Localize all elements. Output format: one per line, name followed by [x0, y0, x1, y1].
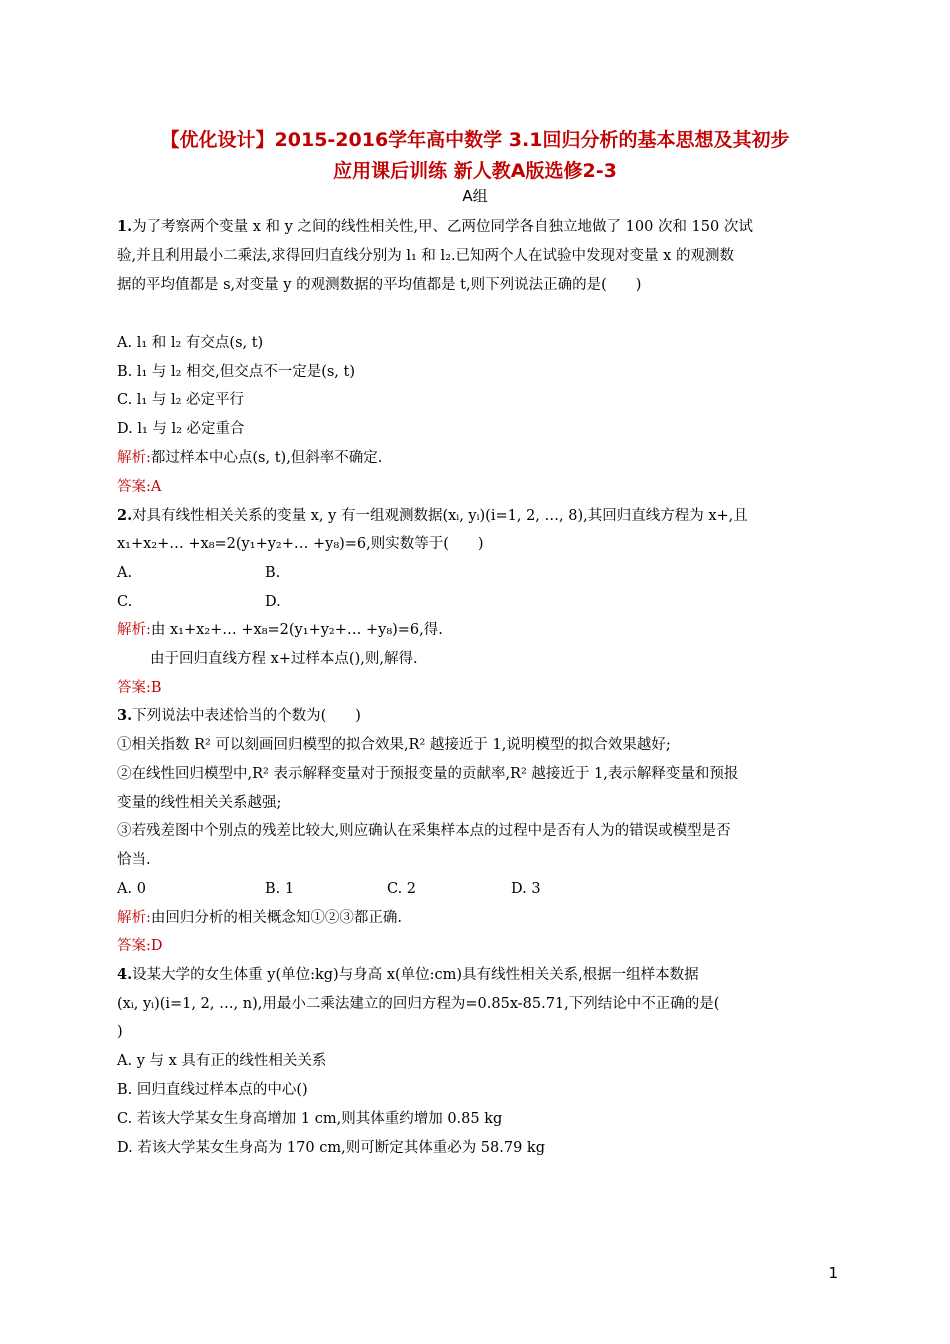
q2-options-row2: [117, 592, 837, 612]
q2-stem-text1: 对具有线性相关关系的变量 x, y 有一组观测数据(xᵢ, yᵢ)(i=1, 2, …, 8),其回归直线方程为 x+,且: [132, 508, 748, 524]
q3-statement-1: ①相关指数 R² 可以刻画回归模型的拟合效果,R² 越接近于 1,说明模型的拟合效果越好;: [117, 737, 671, 753]
q3-stem-text: 下列说法中表述恰当的个数为( ): [132, 708, 361, 724]
q1-analysis-text: 都过样本中心点(s, t),但斜率不确定.: [150, 450, 383, 466]
q2-analysis-label: 解析:: [117, 622, 151, 638]
document-title-line1: 【优化设计】2015-2016学年高中数学 3.1回归分析的基本思想及其初步: [160, 129, 790, 151]
q3-analysis: [117, 908, 837, 928]
page-number: 1: [828, 1264, 838, 1282]
q1-answer: [117, 477, 837, 497]
q3-statement-2a: ②在线性回归模型中,R² 表示解释变量对于预报变量的贡献率,R² 越接近于 1,表示解释变量和预报: [117, 766, 739, 782]
q4-option-a: A. y 与 x 具有正的线性相关关系: [117, 1053, 327, 1069]
q2-stem-line1: [117, 506, 837, 526]
q3-option-d: D. 3: [511, 881, 541, 897]
q3-option-b: B. 1: [265, 881, 295, 897]
q2-options-row1: [117, 563, 837, 583]
q3-answer: [117, 936, 837, 956]
group-heading: A组: [462, 187, 488, 205]
q1-analysis-label: 解析:: [117, 450, 151, 466]
q3-number: 3.: [117, 707, 133, 724]
q1-stem-line3: 据的平均值都是 s,对变量 y 的观测数据的平均值都是 t,则下列说法正确的是( ): [117, 277, 642, 293]
q1-answer-label: 答案:: [117, 479, 151, 495]
q3-statement-3a: ③若残差图中个别点的残差比较大,则应确认在采集样本点的过程中是否有人为的错误或模型是否: [117, 823, 731, 839]
q1-stem-text1: 为了考察两个变量 x 和 y 之间的线性相关性,甲、乙两位同学各自独立地做了 100 次和 150 次试: [132, 219, 753, 235]
document-title-line2: 应用课后训练 新人教A版选修2-3: [333, 160, 617, 182]
q2-option-c: C.: [117, 594, 133, 610]
q4-stem-text1: 设某大学的女生体重 y(单位:kg)与身高 x(单位:cm)具有线性相关关系,根据一组样本数据: [132, 967, 699, 983]
q3-option-c: C. 2: [387, 881, 417, 897]
q2-answer: [117, 678, 837, 698]
q4-stem-line2: (xᵢ, yᵢ)(i=1, 2, …, n),用最小二乘法建立的回归方程为=0.85x-85.71,下列结论中不正确的是(: [117, 996, 720, 1012]
q4-stem-line3: ): [117, 1024, 123, 1040]
q1-answer-value: A: [150, 479, 162, 495]
q2-stem-line2: x₁+x₂+… +x₈=2(y₁+y₂+… +y₈)=6,则实数等于( ): [117, 536, 484, 552]
q2-analysis-line2: 由于回归直线方程 x+过样本点(),则,解得.: [150, 651, 418, 667]
q1-option-b: B. l₁ 与 l₂ 相交,但交点不一定是(s, t): [117, 364, 356, 380]
q1-option-d: D. l₁ 与 l₂ 必定重合: [117, 421, 245, 437]
q2-analysis: [117, 620, 837, 640]
q3-stem: [117, 706, 837, 726]
q2-answer-label: 答案:: [117, 680, 151, 696]
q1-analysis: [117, 448, 837, 468]
q3-answer-value: D: [150, 938, 163, 954]
q3-analysis-text: 由回归分析的相关概念知①②③都正确.: [150, 910, 402, 926]
q4-option-c: C. 若该大学某女生身高增加 1 cm,则其体重约增加 0.85 kg: [117, 1111, 503, 1127]
q3-analysis-label: 解析:: [117, 910, 151, 926]
q3-statement-3b: 恰当.: [117, 852, 151, 868]
q1-stem-line1: [117, 217, 837, 237]
q2-option-d: D.: [265, 594, 281, 610]
q2-answer-value: B: [150, 680, 162, 696]
q2-analysis-text: 由 x₁+x₂+… +x₈=2(y₁+y₂+… +y₈)=6,得.: [150, 622, 443, 638]
q2-option-b: B.: [265, 565, 281, 581]
q1-option-a: A. l₁ 和 l₂ 有交点(s, t): [117, 335, 264, 351]
q4-stem-line1: [117, 965, 837, 985]
q3-options: [117, 879, 837, 899]
q4-number: 4.: [117, 966, 133, 983]
q4-option-b: B. 回归直线过样本点的中心(): [117, 1082, 308, 1098]
q1-option-c: C. l₁ 与 l₂ 必定平行: [117, 392, 245, 408]
q1-stem-line2: 验,并且利用最小二乘法,求得回归直线分别为 l₁ 和 l₂.已知两个人在试验中发现对变量 x 的观测数: [117, 248, 734, 264]
q2-number: 2.: [117, 507, 133, 524]
q4-option-d: D. 若该大学某女生身高为 170 cm,则可断定其体重必为 58.79 kg: [117, 1140, 545, 1156]
q3-answer-label: 答案:: [117, 938, 151, 954]
q2-option-a: A.: [117, 565, 133, 581]
q3-option-a: A. 0: [117, 881, 146, 897]
q1-number: 1.: [117, 218, 133, 235]
q3-statement-2b: 变量的线性相关关系越强;: [117, 795, 282, 811]
